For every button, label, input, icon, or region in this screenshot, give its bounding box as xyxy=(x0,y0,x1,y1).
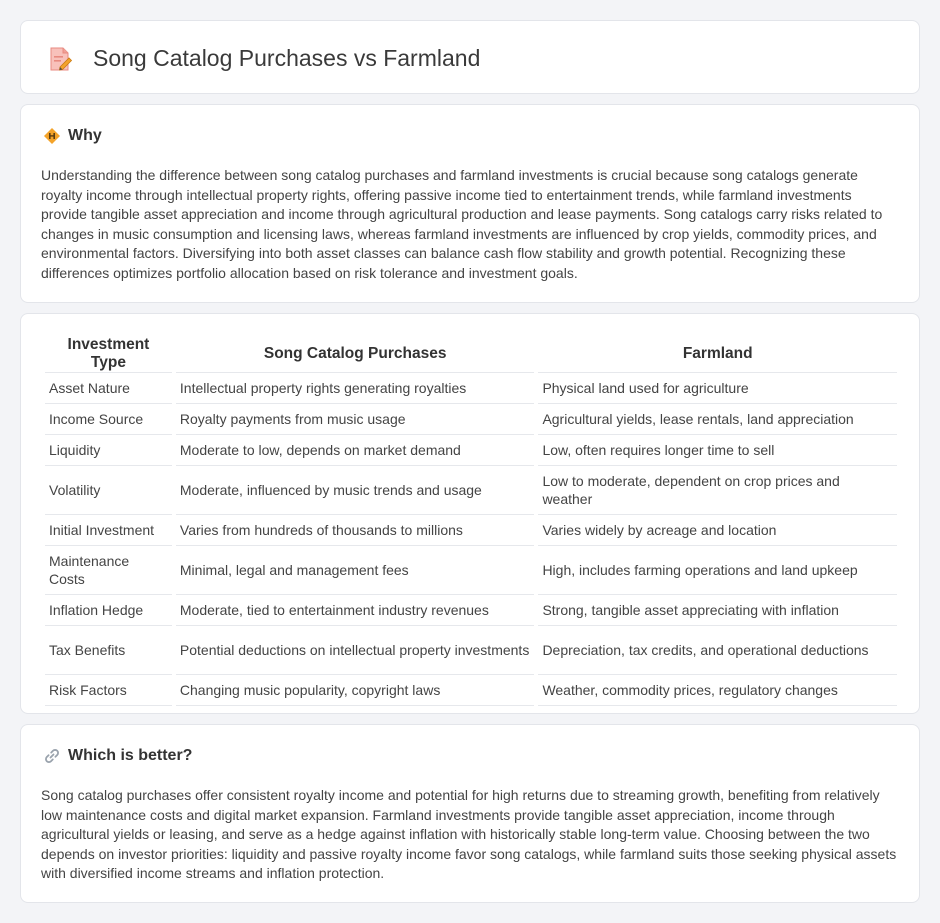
page-title: Song Catalog Purchases vs Farmland xyxy=(93,45,481,71)
comparison-table xyxy=(41,336,901,706)
comparison-table-section xyxy=(20,313,920,714)
row-label: Tax Benefits xyxy=(45,626,172,675)
table-row xyxy=(45,675,897,706)
row-label: Volatility xyxy=(45,466,172,515)
better-heading xyxy=(43,747,192,765)
song-catalog-cell: Moderate, influenced by music trends and usage xyxy=(176,466,535,515)
table-row xyxy=(45,515,897,546)
why-section xyxy=(20,104,920,303)
row-label: Liquidity xyxy=(45,435,172,466)
row-label: Maintenance Costs xyxy=(45,546,172,595)
farmland-cell: High, includes farming operations and land upkeep xyxy=(538,546,897,595)
farmland-cell: Low, often requires longer time to sell xyxy=(538,435,897,466)
song-catalog-cell: Minimal, legal and management fees xyxy=(176,546,535,595)
row-label: Initial Investment xyxy=(45,515,172,546)
why-title: Why xyxy=(68,127,102,144)
why-text: Understanding the difference between song catalog purchases and farmland investments is crucial because song catalogs generate royalty income through intellectual property rights, offering passive income tied to entertainment trends, while farmland investments provide tangible asset appreciation and income through agricultural production and lease payments. Song catalogs carry risks related to changes in music consumption and licensing laws, whereas farmland investments are influenced by crop yields, commodity prices, and environmental factors. Diversifying into both asset classes can balance cash flow stability and growth potential. Recognizing these differences optimizes portfolio allocation based on risk tolerance and investment goals. xyxy=(41,167,883,281)
which-is-better-section xyxy=(20,724,920,903)
row-label: Inflation Hedge xyxy=(45,595,172,626)
farmland-cell: Agricultural yields, lease rentals, land appreciation xyxy=(538,404,897,435)
better-title: Which is better? xyxy=(68,747,193,764)
song-catalog-cell: Potential deductions on intellectual property investments xyxy=(176,626,535,675)
why-heading xyxy=(43,127,102,145)
column-header-song-catalog: Song Catalog Purchases xyxy=(176,336,535,373)
song-catalog-cell: Moderate to low, depends on market demand xyxy=(176,435,535,466)
farmland-cell: Strong, tangible asset appreciating with inflation xyxy=(538,595,897,626)
diamond-warning-icon xyxy=(43,127,61,145)
column-header-investment-type: Investment Type xyxy=(45,336,172,373)
farmland-cell: Physical land used for agriculture xyxy=(538,373,897,404)
table-row xyxy=(45,546,897,595)
column-header-farmland: Farmland xyxy=(538,336,897,373)
farmland-cell: Varies widely by acreage and location xyxy=(538,515,897,546)
better-text: Song catalog purchases offer consistent royalty income and potential for high returns due to streaming growth, benefiting from relatively low maintenance costs and digital market expansion. Farmland investments provide tangible asset appreciation, income through agricultural yields or leasing, and serve as a hedge against inflation with historically stable long-term value. Choosing between the two depends on investor priorities: liquidity and passive royalty income favor song catalogs, while farmland suits those seeking physical assets with diversified income streams and inflation protection. xyxy=(41,787,897,882)
table-row xyxy=(45,626,897,675)
row-label: Income Source xyxy=(45,404,172,435)
song-catalog-cell: Intellectual property rights generating royalties xyxy=(176,373,535,404)
table-row xyxy=(45,435,897,466)
table-header-row xyxy=(45,336,897,373)
table-row xyxy=(45,404,897,435)
title-row xyxy=(47,45,480,72)
table-row xyxy=(45,373,897,404)
link-icon xyxy=(43,747,61,765)
row-label: Risk Factors xyxy=(45,675,172,706)
song-catalog-cell: Moderate, tied to entertainment industry revenues xyxy=(176,595,535,626)
row-label: Asset Nature xyxy=(45,373,172,404)
header-card xyxy=(20,20,920,94)
table-row xyxy=(45,466,897,515)
table-row xyxy=(45,595,897,626)
farmland-cell: Depreciation, tax credits, and operational deductions xyxy=(538,626,897,675)
song-catalog-cell: Changing music popularity, copyright laws xyxy=(176,675,535,706)
song-catalog-cell: Royalty payments from music usage xyxy=(176,404,535,435)
document-pencil-icon xyxy=(47,46,73,72)
farmland-cell: Low to moderate, dependent on crop prices and weather xyxy=(538,466,897,515)
farmland-cell: Weather, commodity prices, regulatory changes xyxy=(538,675,897,706)
song-catalog-cell: Varies from hundreds of thousands to millions xyxy=(176,515,535,546)
